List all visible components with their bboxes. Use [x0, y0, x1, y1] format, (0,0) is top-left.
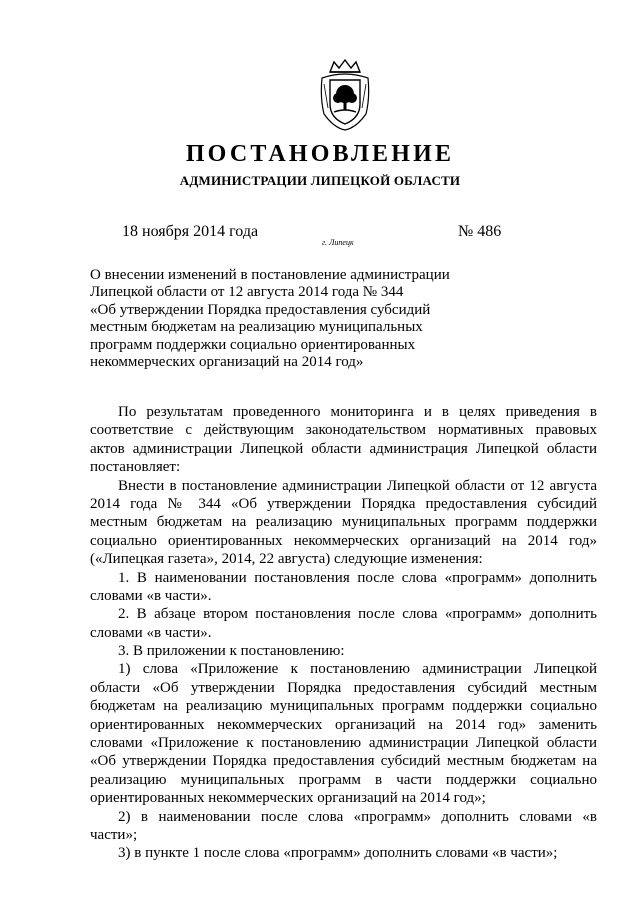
- subject-line: «Об утверждении Порядка предоставления субсидий: [90, 301, 431, 318]
- body-line: 1) слова «Приложение к постановлению администрации Липецкой: [118, 661, 597, 678]
- body-line: 2) в наименовании после слова «программ» дополнить словами «в: [118, 808, 597, 825]
- body-line: постановляет:: [90, 459, 181, 476]
- document-subject: [90, 267, 470, 371]
- body-line: словами «в части».: [90, 587, 212, 604]
- body-line: «Об утверждении Порядка предоставления субсидий местным бюджетам на: [90, 753, 597, 770]
- document-body: [90, 403, 597, 863]
- body-line: актов администрации Липецкой области администрация Липецкой области: [90, 440, 597, 457]
- body-line: бюджетам на реализацию муниципальных программ поддержки социально: [90, 698, 597, 715]
- body-line: Внести в постановление администрации Липецкой области от 12 августа: [118, 477, 597, 494]
- body-line: области «Об утверждении Порядка предоставления субсидий местным: [90, 679, 597, 696]
- document-date: 18 ноября 2014 года: [122, 223, 259, 240]
- document-title: ПОСТАНОВЛЕНИЕ: [185, 141, 455, 167]
- subject-line: программ поддержки социально ориентированных: [90, 336, 416, 353]
- subject-line: О внесении изменений в постановление администрации: [90, 267, 450, 283]
- body-line: социально ориентированных некоммерческих организаций на 2014 год»: [90, 532, 597, 549]
- body-line: соответствие с действующим законодательством нормативных правовых: [90, 422, 597, 439]
- body-line: 2. В абзаце втором постановления после слова «программ» дополнить: [118, 606, 597, 623]
- body-line: части»;: [90, 826, 138, 843]
- body-line: («Липецкая газета», 2014, 22 августа) следующие изменения:: [90, 551, 483, 568]
- body-line: 2014 года № 344 «Об утверждении Порядка предоставления субсидий: [90, 495, 597, 512]
- subject-line: некоммерческих организаций на 2014 год»: [90, 354, 364, 371]
- body-line: 3. В приложении к постановлению:: [118, 643, 345, 660]
- subject-line: местным бюджетам на реализацию муниципальных: [90, 319, 423, 336]
- body-line: По результатам проведенного мониторинга и в целях приведения в: [118, 404, 597, 420]
- body-line: местным бюджетам на реализацию муниципальных программ поддержки: [90, 514, 597, 531]
- coat-of-arms-icon: [316, 58, 374, 132]
- body-line: ориентированных некоммерческих организаций на 2014 год»;: [90, 790, 486, 807]
- body-line: реализацию муниципальных программ в части поддержки социально: [90, 771, 597, 788]
- body-line: ориентированных некоммерческих организаций на 2014 год» заменить: [90, 716, 597, 733]
- document-city: г. Липецк: [322, 238, 354, 247]
- body-line: словами «в части».: [90, 624, 212, 641]
- body-line: 3) в пункте 1 после слова «программ» дополнить словами «в части»;: [118, 845, 558, 862]
- subject-line: Липецкой области от 12 августа 2014 года № 344: [90, 284, 404, 301]
- document-subtitle: АДМИНИСТРАЦИИ ЛИПЕЦКОЙ ОБЛАСТИ: [179, 173, 461, 188]
- body-line: словами «Приложение к постановлению администрации Липецкой области: [90, 735, 597, 752]
- document-number: № 486: [458, 223, 502, 240]
- body-line: 1. В наименовании постановления после слова «программ» дополнить: [118, 569, 597, 586]
